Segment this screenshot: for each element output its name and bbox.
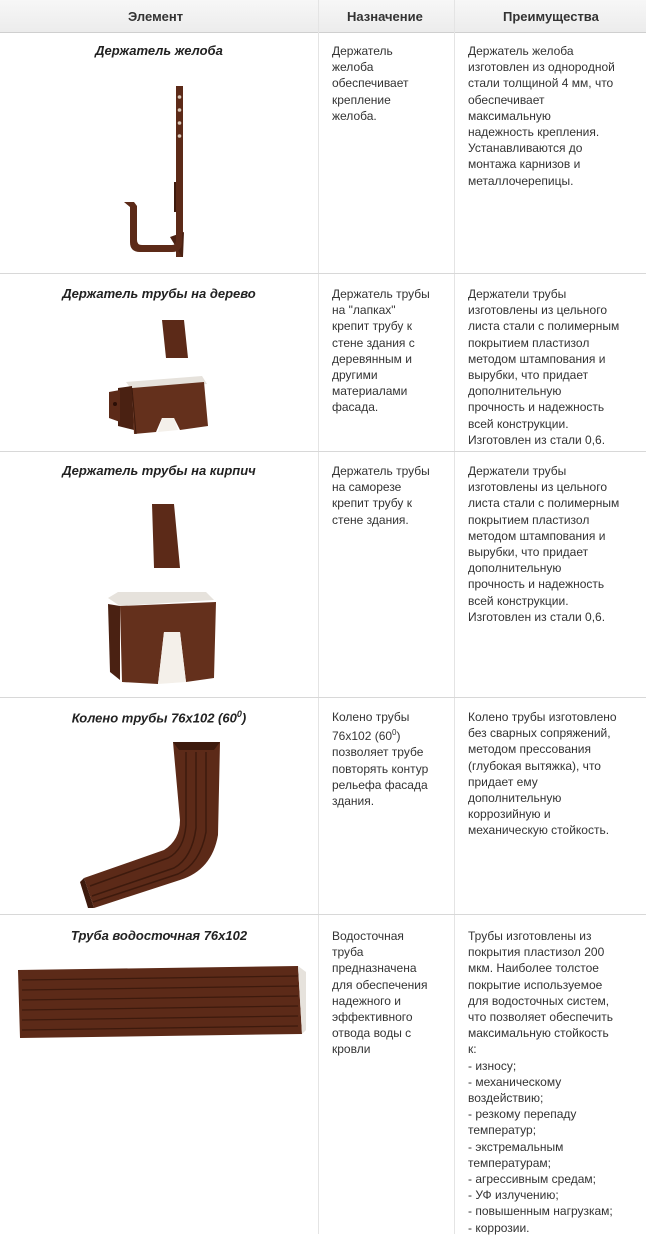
row-title-gutter-holder: Держатель желоба <box>95 43 223 58</box>
row-divider <box>0 697 646 698</box>
row-purpose-gutter-holder: Держатель желоба обеспечивает крепление желоба. <box>332 44 409 123</box>
drain-pipe-image <box>14 964 306 1042</box>
row-purpose-brick-pipe-holder: Держатель трубы на саморезе крепит трубу к стене здания. <box>332 464 430 527</box>
row-advantages-pipe-elbow: Колено трубы изготовлено без сварных сопряжений, методом прессования (глубокая вытяжка), что придает ему дополнительную коррозийную и механическую стойкость. <box>468 710 617 838</box>
wood-pipe-holder-image <box>104 318 229 438</box>
row-advantages-brick-pipe-holder: Держатели трубы изготовлены из цельного листа стали с полимерным покрытием пластизол методом штампования и вырубки, что придает дополнительную прочность и надежность всей конструкции. Изготовлен из стали 0,6. <box>468 464 620 624</box>
row-purpose-pipe-elbow: Колено трубы 76х102 $(60^0)$ позволяет трубе повторять контур рельефа фасада здания. <box>332 710 429 809</box>
header-advantages: Преимущества <box>503 9 599 24</box>
header-element: Элемент <box>128 9 184 24</box>
row-purpose-wood-pipe-holder: Держатель трубы на "лапках" крепит трубу к стене здания с деревянным и другими материалами фасада. <box>332 287 430 415</box>
row-title-brick-pipe-holder: Держатель трубы на кирпич <box>62 463 256 478</box>
column-divider <box>454 0 455 1234</box>
row-divider <box>0 914 646 915</box>
row-title-pipe-elbow: Колено трубы 76х102 $(60^0)$ <box>71 709 247 726</box>
row-title-drain-pipe: Труба водосточная 76х102 <box>70 928 248 943</box>
row-advantages-gutter-holder: Держатель желоба изготовлен из однородной стали толщиной 4 мм, что обеспечивает максимальную надежность крепления. Устанавливаются до монтажа карнизов и металлочерепицы. <box>468 44 615 188</box>
row-divider <box>0 451 646 452</box>
row-divider <box>0 273 646 274</box>
row-purpose-drain-pipe: Водосточная труба предназначена для обеспечения надежного и эффективного отвода воды с кровли <box>332 929 428 1057</box>
row-advantages-drain-pipe: Трубы изготовлены из покрытия пластизол 200 мкм. Наиболее толстое покрытие используемое для водосточных систем, что позволяет обеспечить максимальную стойкость к: - износу; - механическому воздействию; - резкому перепаду температур; - экстремальным температурам; - агрессивным средам; - УФ излучению; - повышенным нагрузкам; - коррозии. <box>468 929 613 1235</box>
pipe-elbow-image <box>80 740 260 910</box>
header-purpose: Назначение <box>347 9 423 24</box>
table-header <box>0 0 646 33</box>
gutter-holder-image <box>110 82 200 257</box>
column-divider <box>318 0 319 1234</box>
brick-pipe-holder-image <box>100 500 230 690</box>
row-advantages-wood-pipe-holder: Держатели трубы изготовлены из цельного листа стали с полимерным покрытием пластизол методом штампования и вырубки, что придает дополнительную прочность и надежность всей конструкции. Изготовлен из стали 0,6. <box>468 287 620 447</box>
row-title-wood-pipe-holder: Держатель трубы на дерево <box>62 286 256 301</box>
